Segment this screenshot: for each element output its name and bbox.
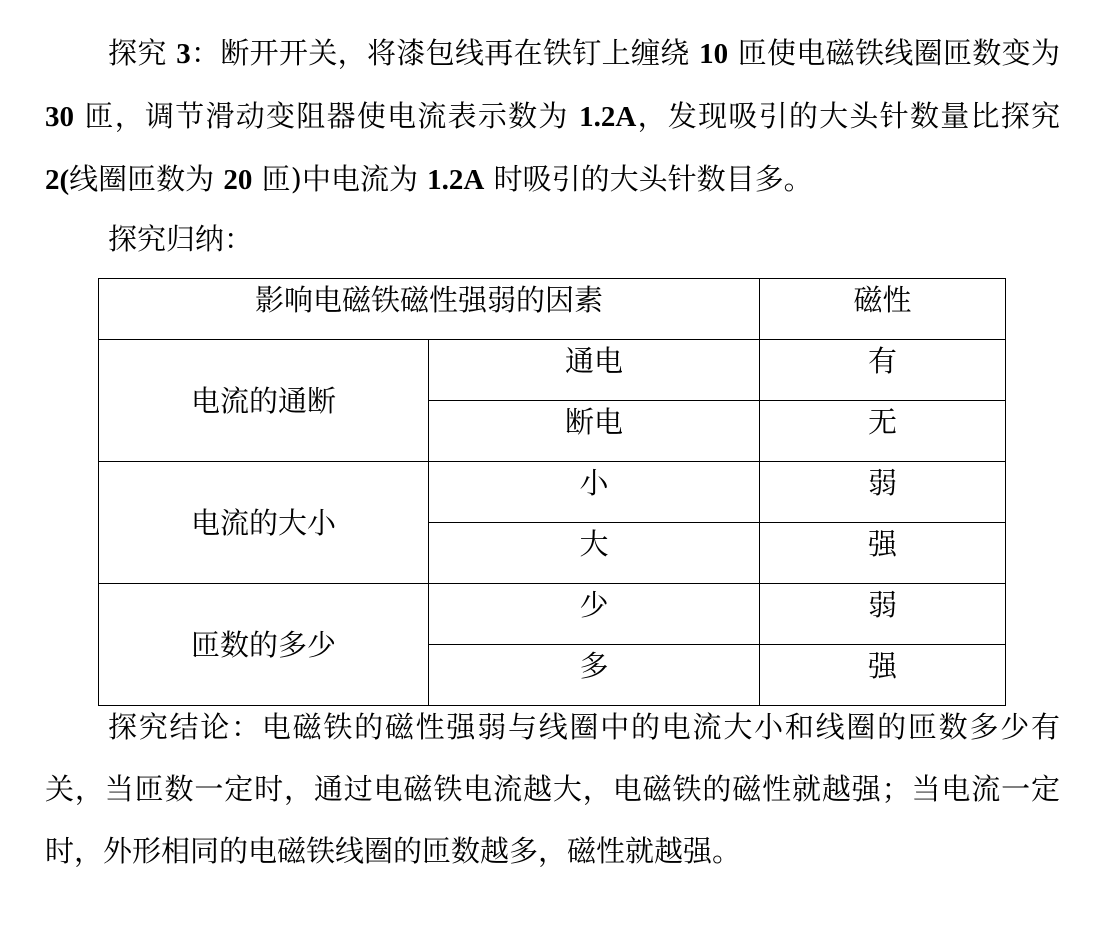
factor-cell: 电流的通断 <box>99 340 429 462</box>
table-row <box>99 584 1006 645</box>
condition-cell: 大 <box>429 523 760 584</box>
condition-cell: 多 <box>429 645 760 706</box>
condition-cell: 通电 <box>429 340 760 401</box>
condition-cell: 少 <box>429 584 760 645</box>
condition-cell: 小 <box>429 462 760 523</box>
magnetism-cell: 强 <box>760 645 1006 706</box>
factor-cell: 电流的大小 <box>99 462 429 584</box>
header-factor: 影响电磁铁磁性强弱的因素 <box>99 279 760 340</box>
table-header-row <box>99 279 1006 340</box>
factor-cell: 匝数的多少 <box>99 584 429 706</box>
table-row <box>99 340 1006 401</box>
magnetism-cell: 无 <box>760 401 1006 462</box>
magnetism-cell: 强 <box>760 523 1006 584</box>
table-row <box>99 462 1006 523</box>
header-magnetism: 磁性 <box>760 279 1006 340</box>
conclusion-paragraph: 探究结论：电磁铁的磁性强弱与线圈中的电流大小和线圈的匝数多少有关，当匝数一定时，通过电磁铁电流越大，电磁铁的磁性就越强；当电流一定时，外形相同的电磁铁线圈的匝数越多，磁性就越强。 <box>45 710 1060 868</box>
magnetism-cell: 有 <box>760 340 1006 401</box>
magnetism-cell: 弱 <box>760 584 1006 645</box>
inquiry-3-paragraph: 探究 3：断开开关，将漆包线再在铁钉上缠绕 10 匝使电磁铁线圈匝数变为 30 匝，调节滑动变阻器使电流表示数为 1.2A，发现吸引的大头针数量比探究 2(线圈匝数为 20 匝)中电流为 1.2A 时吸引的大头针数目多。 <box>45 36 1060 196</box>
summary-heading: 探究归纳： <box>108 222 254 256</box>
factors-table <box>98 278 1006 706</box>
condition-cell: 断电 <box>429 401 760 462</box>
magnetism-cell: 弱 <box>760 462 1006 523</box>
